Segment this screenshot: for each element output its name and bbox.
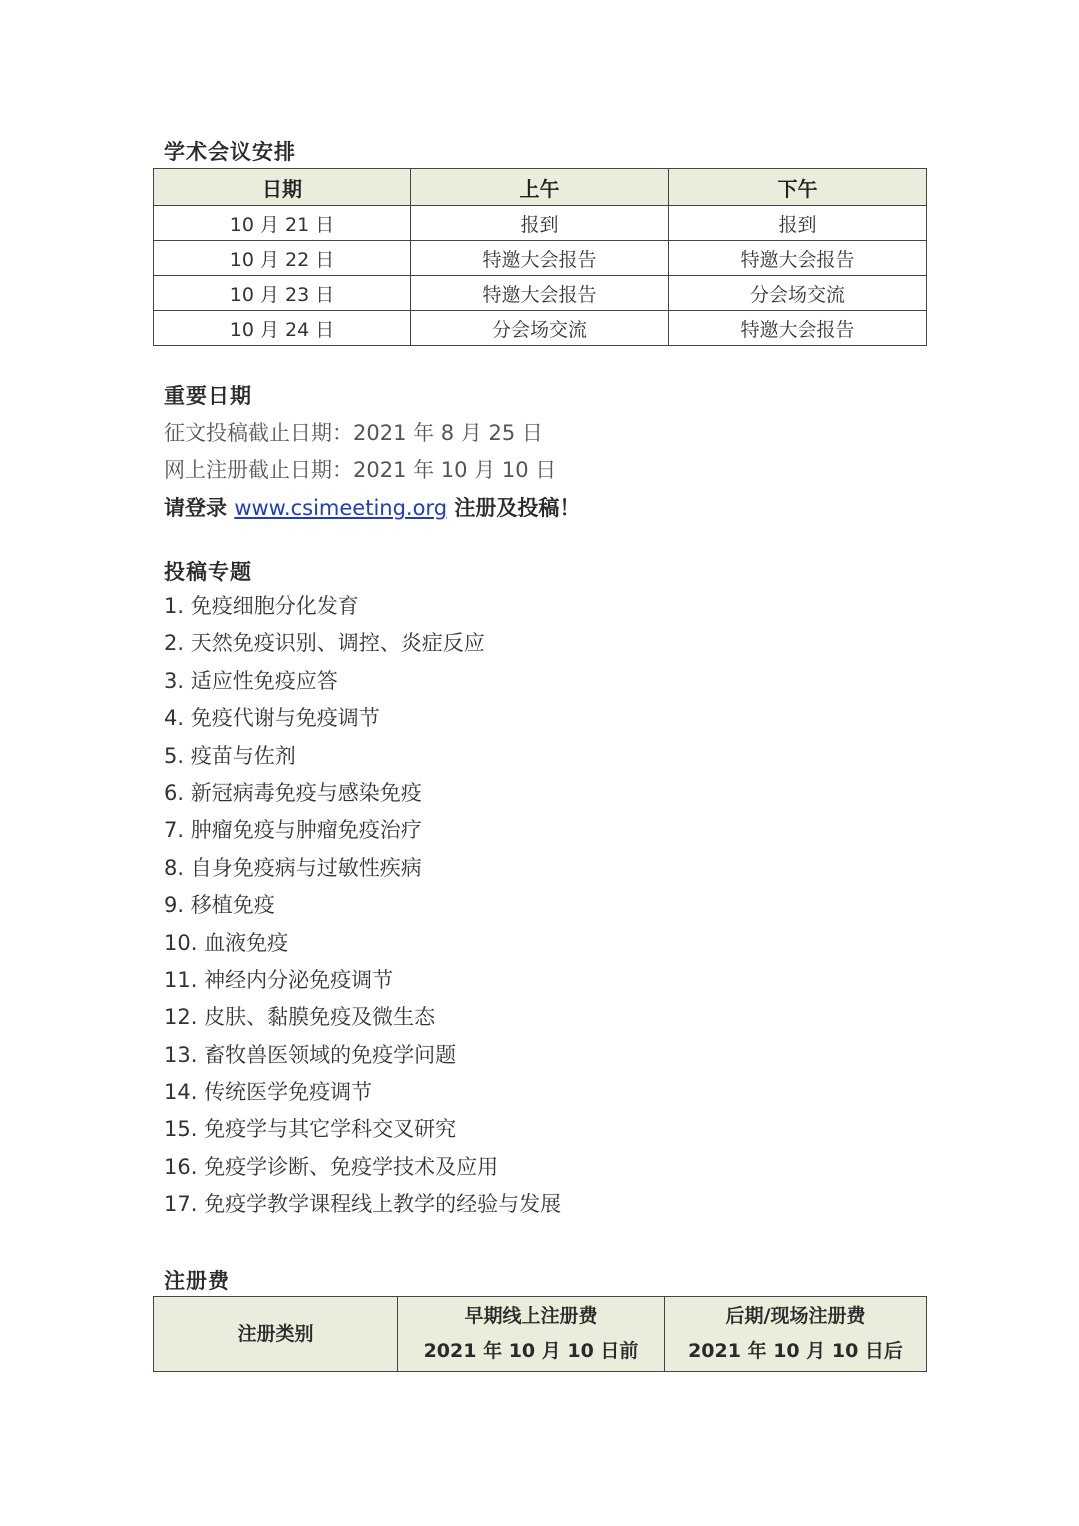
fee-header-row	[154, 1297, 927, 1372]
list-item: 13. 畜牧兽医领域的免疫学问题	[164, 1042, 457, 1067]
fee-header-late	[665, 1297, 927, 1372]
list-item: 5. 疫苗与佐剂	[164, 743, 296, 768]
fee-header-category: 注册类别	[154, 1297, 398, 1372]
list-item: 16. 免疫学诊断、免疫学技术及应用	[164, 1154, 499, 1179]
list-item: 4. 免疫代谢与免疫调节	[164, 706, 380, 731]
schedule-cell-afternoon: 分会场交流	[669, 276, 927, 311]
registration-deadline: 网上注册截止日期：2021 年 10 月 10 日	[164, 458, 557, 482]
schedule-cell-morning: 特邀大会报告	[411, 241, 669, 276]
fee-header-early	[398, 1297, 665, 1372]
fee-early-date: 2021 年 10 月 10 日前	[423, 1340, 639, 1362]
cta-prefix: 请登录	[164, 496, 235, 520]
schedule-header-afternoon: 下午	[669, 169, 927, 206]
topics-title: 投稿专题	[164, 560, 252, 584]
schedule-cell-date: 10 月 22 日	[154, 241, 411, 276]
table-row	[154, 276, 927, 311]
list-item: 9. 移植免疫	[164, 893, 275, 918]
list-item: 3. 适应性免疫应答	[164, 668, 338, 693]
fees-title: 注册费	[164, 1269, 230, 1293]
important-dates-title: 重要日期	[164, 384, 252, 408]
schedule-cell-morning: 分会场交流	[411, 311, 669, 346]
fee-late-date: 2021 年 10 月 10 日后	[688, 1340, 903, 1362]
list-item: 14. 传统医学免疫调节	[164, 1080, 373, 1105]
fee-early-label: 早期线上注册费	[464, 1305, 598, 1327]
list-item: 12. 皮肤、黏膜免疫及微生态	[164, 1005, 436, 1030]
schedule-header-morning: 上午	[411, 169, 669, 206]
schedule-cell-afternoon: 特邀大会报告	[669, 241, 927, 276]
list-item: 11. 神经内分泌免疫调节	[164, 967, 394, 992]
table-row	[154, 206, 927, 241]
schedule-table	[153, 168, 927, 346]
schedule-cell-morning: 报到	[411, 206, 669, 241]
fee-table	[153, 1296, 927, 1372]
list-item: 15. 免疫学与其它学科交叉研究	[164, 1117, 457, 1142]
schedule-cell-afternoon: 特邀大会报告	[669, 311, 927, 346]
schedule-header-date: 日期	[154, 169, 411, 206]
list-item: 6. 新冠病毒免疫与感染免疫	[164, 780, 422, 805]
topics-list	[164, 588, 561, 1224]
schedule-cell-date: 10 月 23 日	[154, 276, 411, 311]
schedule-cell-afternoon: 报到	[669, 206, 927, 241]
schedule-cell-date: 10 月 24 日	[154, 311, 411, 346]
fee-late-label: 后期/现场注册费	[725, 1305, 866, 1327]
table-row	[154, 241, 927, 276]
csimeeting-link[interactable]: www.csimeeting.org	[234, 496, 448, 520]
list-item: 2. 天然免疫识别、调控、炎症反应	[164, 631, 485, 656]
cta-suffix: 注册及投稿！	[447, 496, 581, 520]
submission-deadline: 征文投稿截止日期：2021 年 8 月 25 日	[164, 421, 543, 445]
schedule-cell-date: 10 月 21 日	[154, 206, 411, 241]
schedule-cell-morning: 特邀大会报告	[411, 276, 669, 311]
list-item: 10. 血液免疫	[164, 930, 289, 955]
list-item: 8. 自身免疫病与过敏性疾病	[164, 855, 422, 880]
list-item: 1. 免疫细胞分化发育	[164, 594, 359, 618]
table-row	[154, 311, 927, 346]
list-item: 7. 肿瘤免疫与肿瘤免疫治疗	[164, 818, 422, 843]
schedule-section-title: 学术会议安排	[164, 140, 296, 164]
login-call-to-action	[164, 492, 580, 522]
schedule-header-row	[154, 169, 927, 206]
list-item: 17. 免疫学教学课程线上教学的经验与发展	[164, 1192, 562, 1217]
